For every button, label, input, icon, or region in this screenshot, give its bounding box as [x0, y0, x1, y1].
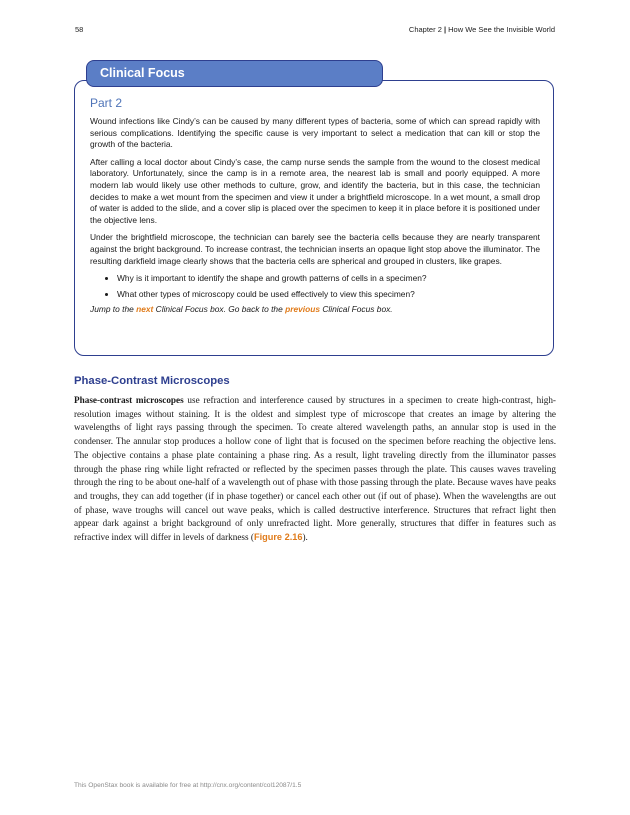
next-link[interactable]: next	[136, 304, 154, 315]
question-list	[90, 273, 540, 300]
clinical-focus-content	[90, 96, 540, 322]
previous-link[interactable]: previous	[285, 304, 320, 315]
jump-suffix: Clinical Focus box.	[320, 304, 393, 315]
body-text-end: ).	[302, 532, 308, 543]
section-title: Phase-Contrast Microscopes	[74, 375, 230, 387]
jump-navigation	[90, 304, 540, 316]
figure-link[interactable]: Figure 2.16	[253, 532, 303, 543]
section-body	[74, 394, 556, 545]
header-separator: |	[441, 25, 449, 34]
footer-text: This OpenStax book is available for free at http://cnx.org/content/col12087/1.5	[74, 782, 302, 789]
question-item-2: • What other types of microscopy could be used effectively to view this specimen?	[117, 289, 540, 301]
chapter-title: How We See the Invisible World	[448, 25, 555, 34]
clinical-paragraph-2: After calling a local doctor about Cindy’s case, the camp nurse sends the sample from the wound to the closest medical laboratory. Unfortunately, since the camp is in a remote area, the nearest lab is small and poorly equipped. A more modern lab would likely use other methods to culture, grow, and identify the bacteria, but in this case, the technician decides to make a wet mount from the specimen and view it under a brightfield microscope. In a wet mount, a small drop of water is added to the slide, and a cover slip is placed over the specimen to keep it in place before it is positioned under the objective lens.	[90, 156, 540, 226]
clinical-paragraph-1: Wound infections like Cindy’s can be caused by many different types of bacteria, some of which can spread rapidly with serious complications. Identifying the specific cause is very important to select a medication that can kill or stop the growth of the bacteria.	[90, 116, 540, 150]
question-item-1: • Why is it important to identify the shape and growth patterns of cells in a specimen?	[117, 273, 540, 285]
key-term: Phase-contrast microscopes	[74, 395, 184, 405]
part-title: Part 2	[90, 96, 123, 110]
running-header	[409, 25, 555, 34]
jump-middle: Clinical Focus box. Go back to the	[153, 304, 286, 315]
clinical-paragraph-3: Under the brightfield microscope, the technician can barely see the bacteria cells because they are nearly transparent against the bright background. To increase contrast, the technician inserts an opaque light stop above the illuminator. The resulting darkfield image clearly shows that the bacteria cells are spherical and grouped in clusters, like grapes.	[90, 232, 540, 266]
jump-prefix: Jump to the	[90, 304, 137, 315]
page-number: 58	[75, 25, 84, 34]
clinical-focus-tab: Clinical Focus	[86, 60, 383, 87]
chapter-label: Chapter 2	[408, 25, 442, 34]
body-text-main: use refraction and interference caused by structures in a specimen to create high-contrast, high-resolution images without staining. It is the oldest and simplest type of microscope that creates an image by altering the wavelengths of light rays passing through the specimen. To create altered wavelength paths, an annular stop is used in the condenser. The annular stop produces a hollow cone of light that is focused on the specimen before reaching the objective lens. The objective contains a phase plate containing a phase ring. As a result, light traveling directly from the illuminator passes through the phase ring while light refracted or reflected by the specimen passes through the plate. This causes waves traveling through the ring to be about one-half of a wavelength out of phase with those passing through the plate. Because waves have peaks and troughs, they can add together (if in phase together) or cancel each other out (if out of phase). When the wavelengths are out of phase, wave troughs will cancel out wave peaks, which is called destructive interference. Structures that refract light then appear dark against a bright background of only unrefracted light. More generally, structures that differ in features such as refractive index will differ in levels of darkness (	[74, 395, 556, 543]
